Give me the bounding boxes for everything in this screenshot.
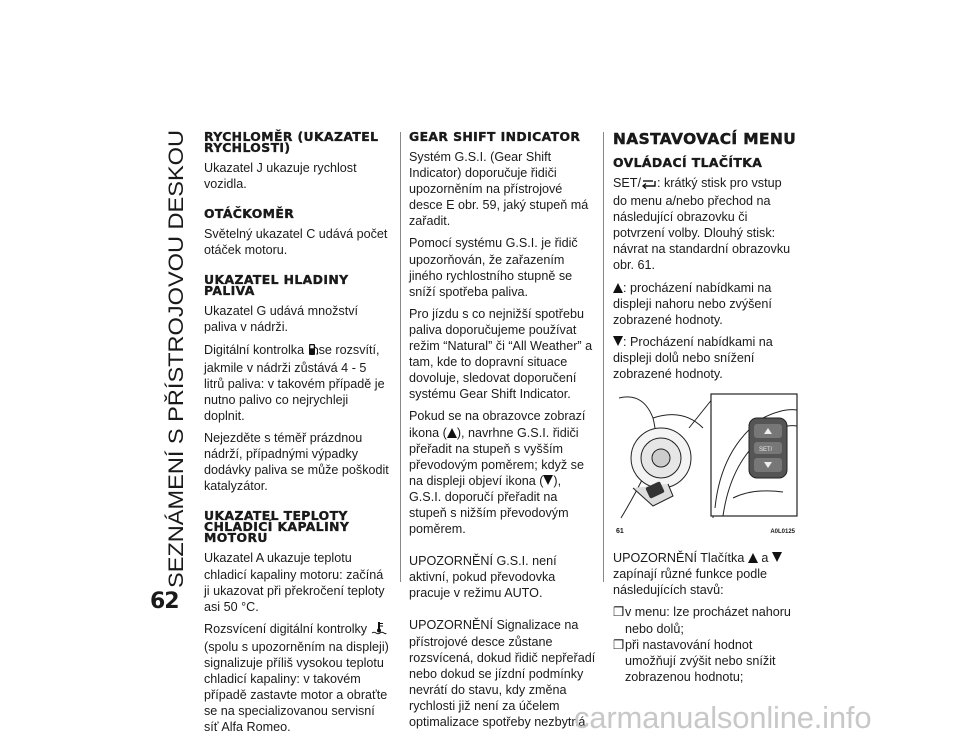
set-description: : krátký stisk pro vstup do menu a/nebo přechod na následující obrazovku či potvrzení volby. Dlouhý stisk: návrat na standardní obrazovku obr. 61.	[613, 176, 791, 273]
heading-coolant-temp: UKAZATEL TEPLOTY CHLADICÍ KAPALINY MOTORU	[204, 508, 350, 546]
gsi-4-text-b: ), navrhne G.S.I. řidiči přeřadit na stupeň s vyšším převodovým poměrem; když se na displeji objeví ikona (	[409, 425, 584, 488]
paragraph-speedometer: Ukazatel J ukazuje rychlost vozidla.	[204, 161, 357, 192]
fuel-text-a: Digitální kontrolka	[204, 342, 305, 357]
fuel-text-b: se rozsvítí, jakmile v nádrži zůstává 4 - 5 litrů paliva: v takovém případě je nutno palivo co nejrychleji doplnit.	[204, 342, 385, 423]
chapter-side-title-text: SEZNÁMENÍ S PŘÍSTROJOVOU DESKOU	[164, 169, 188, 588]
list-item	[613, 637, 799, 685]
paragraph-rev-counter: Světelný ukazatel C udává počet otáček motoru.	[204, 227, 388, 258]
paragraph-fuel-3: Nejezděte s téměř prázdnou nádrží, případnými výpadky dodávky paliva se může poškodit katalyzátor.	[204, 431, 389, 494]
set-label: SET/	[613, 176, 641, 190]
fuel-pump-icon	[308, 343, 319, 360]
gsi-4-text-c: ), G.S.I. doporučí přeřadit na stupeň s nižším převodovým poměrem.	[409, 473, 569, 537]
column-1	[204, 131, 390, 741]
heading-rev-counter: OTÁČKOMĚR	[204, 206, 295, 222]
paragraph-set-button	[613, 175, 799, 274]
list-item	[613, 604, 799, 636]
return-arrow-icon	[641, 177, 657, 193]
paragraph-coolant-2	[204, 621, 390, 736]
paragraph-fuel-2	[204, 342, 390, 424]
heading-control-buttons: OVLÁDACÍ TLAČÍTKA	[613, 155, 763, 170]
figure-61-steering-controls	[613, 388, 799, 538]
paragraph-coolant-1: Ukazatel A ukazuje teplotu chladicí kapaliny motoru: začíná ji ukazovat při překročení teploty asi 50 °C.	[204, 551, 385, 614]
paragraph-gsi-warning-1: UPOZORNĚNÍ G.S.I. není aktivní, pokud převodovka pracuje v režimu AUTO.	[409, 554, 557, 601]
gsi-4-text-a: Pokud se na obrazovce zobrazí ikona (	[409, 409, 586, 440]
heading-fuel-gauge: UKAZATEL HLADINY PALIVA	[204, 272, 349, 299]
heading-speedometer: RYCHLOMĚR (UKAZATEL RYCHLOSTI)	[204, 129, 379, 155]
paragraph-down-button	[613, 334, 799, 382]
checkbox-bullet-icon: ❒	[613, 637, 625, 652]
paragraph-buttons-note	[613, 550, 799, 598]
up-arrow-icon	[748, 553, 758, 563]
chapter-side-title	[156, 126, 194, 590]
paragraph-gsi-4	[409, 408, 596, 537]
checkbox-bullet-icon: ❒	[613, 605, 625, 620]
coolant-text-b: (spolu s upozorněním na displeji) signalizuje příliš vysokou teplotu chladicí kapaliny: v takovém případě zastavte motor a obraťte se na specializovanou servisní síť Alfa Romeo.	[204, 639, 389, 735]
figure-code: A0L0125	[770, 529, 795, 536]
up-arrow-icon	[613, 283, 623, 293]
column-3	[613, 131, 799, 685]
list-item-text: v menu: lze procházet nahoru nebo dolů;	[625, 605, 791, 636]
steering-wheel-illustration	[613, 388, 799, 528]
note-text-a: UPOZORNĚNÍ Tlačítka	[613, 551, 745, 566]
down-arrow-icon	[613, 336, 623, 346]
paragraph-gsi-2: Pomocí systému G.S.I. je řidič upozorňován, že zařazením jiného rychlostního stupně se sníží spotřeba paliva.	[409, 236, 578, 299]
down-arrow-icon	[772, 552, 782, 562]
column-divider-2	[603, 132, 604, 582]
page-number: 62	[150, 589, 179, 614]
paragraph-gsi-3: Pro jízdu s co nejnižší spotřebu paliva doporučujeme používat režim “Natural” či “All Weather” a tam, kde to dopravní situace dovoluje, sledovat doporučení systému Gear Shift Indicator.	[409, 306, 593, 402]
coolant-text-a: Rozsvícení digitální kontrolky	[204, 621, 368, 636]
shift-down-icon	[543, 475, 553, 485]
paragraph-gsi-1: Systém G.S.I. (Gear Shift Indicator) doporučuje řidiči upozorněním na přístrojové desce E obr. 59, jaký stupeň má zařadit.	[409, 150, 589, 229]
column-2	[409, 131, 596, 736]
down-description: : Procházení nabídkami na displeji dolů nebo snížení zobrazené hodnoty.	[613, 334, 773, 382]
fig-set-label: SET/	[759, 447, 773, 454]
column-divider-1	[400, 132, 401, 582]
paragraph-gsi-warning-2: UPOZORNĚNÍ Signalizace na přístrojové desce zůstane rozsvícená, dokud řidič nepřeřadí nebo dokud se jízdní podmínky nevrátí do stavu, kdy změna rychlosti již není za účelem optimalizace spotřeby nezbytná.	[409, 618, 596, 729]
note-text-b: a	[761, 551, 769, 566]
note-text-c: zapínají různé funkce podle následujících stavů:	[613, 567, 768, 598]
paragraph-up-button	[613, 280, 799, 328]
coolant-temperature-icon	[371, 621, 387, 639]
shift-up-icon	[447, 428, 457, 438]
list-item-text: při nastavování hodnot umožňují zvýšit nebo snížit zobrazenou hodnotu;	[625, 637, 776, 684]
up-description: : procházení nabídkami na displeji nahoru nebo zvýšení zobrazené hodnoty.	[613, 280, 772, 327]
figure-number: 61	[616, 528, 624, 536]
paragraph-fuel-1: Ukazatel G udává množství paliva v nádrži.	[204, 304, 358, 335]
heading-settings-menu: NASTAVOVACÍ MENU	[613, 130, 797, 148]
heading-gear-shift-indicator: GEAR SHIFT INDICATOR	[409, 129, 581, 144]
watermark-url: carmanualsonline.info	[574, 700, 872, 735]
